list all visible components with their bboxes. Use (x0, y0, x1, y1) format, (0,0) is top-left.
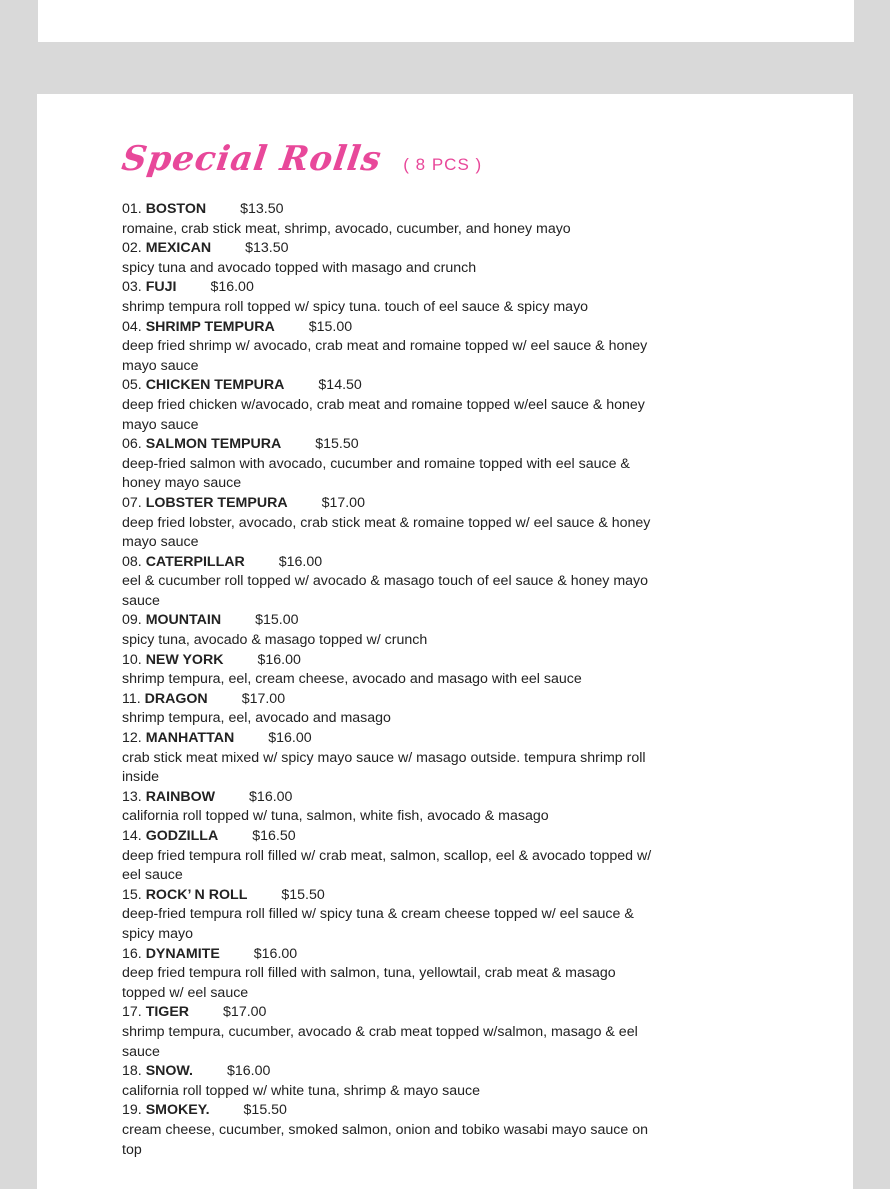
menu-item (122, 690, 652, 729)
menu-item-price: $16.00 (226, 1063, 271, 1080)
menu-item-price: $14.50 (318, 377, 362, 394)
menu-item-price: $16.50 (252, 828, 296, 844)
menu-item-header (122, 1003, 652, 1023)
menu-item (122, 1003, 652, 1062)
menu-item-price: $16.00 (278, 553, 323, 570)
menu-item-name: SHRIMP TEMPURA (145, 318, 275, 335)
menu-item-price: $17.00 (241, 690, 286, 707)
menu-item-price: $16.00 (268, 730, 312, 747)
menu-item-name: FUJI (145, 279, 177, 296)
menu-item-description: shrimp tempura, eel, avocado and masago (122, 710, 391, 727)
menu-item-number: 12. (122, 730, 142, 747)
section-heading (119, 139, 652, 198)
menu-item (122, 200, 652, 239)
menu-item-header (122, 611, 652, 631)
menu-item-price: $15.00 (255, 612, 299, 629)
menu-item-price: $15.50 (243, 1102, 287, 1119)
menu-item-price: $16.00 (257, 651, 301, 668)
menu-item (122, 278, 652, 317)
menu-item-number: 05. (122, 377, 142, 394)
menu-item (122, 651, 652, 690)
menu-item-name: GODZILLA (145, 828, 219, 844)
menu-item-description: spicy tuna, avocado & masago topped w/ crunch (122, 632, 428, 649)
menu-item-description: california roll topped w/ white tuna, shrimp & mayo sauce (122, 1082, 481, 1099)
menu-item-name: DYNAMITE (145, 945, 220, 962)
menu-item (122, 1101, 652, 1160)
menu-item (122, 1062, 652, 1101)
menu-item-name: MEXICAN (145, 240, 212, 257)
menu-item-description: deep fried tempura roll filled w/ crab meat, salmon, scallop, eel & avocado topped w/ eel sauce (122, 847, 652, 884)
previous-page-card (38, 0, 854, 42)
menu-item-header (122, 553, 652, 573)
menu-item-number: 19. (122, 1102, 142, 1119)
menu-item-name: SMOKEY. (145, 1102, 210, 1119)
menu-item-header (122, 1101, 652, 1121)
menu-item-name: NEW YORK (145, 651, 224, 668)
menu-item-description: eel & cucumber roll topped w/ avocado & masago touch of eel sauce & honey mayo sauce (122, 573, 649, 609)
menu-item-header (122, 651, 652, 671)
menu-item-name: MANHATTAN (145, 730, 235, 747)
menu-item-number: 06. (122, 436, 142, 453)
menu-item (122, 886, 652, 945)
menu-item (122, 318, 652, 377)
menu-item-price: $16.00 (253, 945, 298, 962)
menu-item-description: shrimp tempura, eel, cream cheese, avocado and masago with eel sauce (122, 671, 582, 688)
menu-item (122, 553, 652, 612)
menu-item-name: SNOW. (145, 1063, 193, 1080)
menu-item-price: $16.00 (249, 788, 293, 805)
menu-item-name: LOBSTER TEMPURA (145, 494, 288, 511)
menu-item-name: CATERPILLAR (145, 553, 245, 570)
menu-item (122, 376, 652, 435)
menu-item-number: 09. (122, 612, 142, 629)
menu-item-name: CHICKEN TEMPURA (145, 377, 285, 394)
menu-item-description: crab stick meat mixed w/ spicy mayo sauce w/ masago outside. tempura shrimp roll inside (122, 749, 646, 786)
menu-item-list (122, 200, 652, 1160)
menu-item-header (122, 886, 652, 906)
menu-item-name: SALMON TEMPURA (145, 436, 282, 453)
menu-item-name: RAINBOW (145, 788, 216, 805)
menu-item-description: deep fried shrimp w/ avocado, crab meat and romaine topped w/ eel sauce & honey mayo sauce (122, 338, 648, 374)
menu-item-price: $15.00 (308, 318, 353, 335)
menu-item-description: deep fried chicken w/avocado, crab meat and romaine topped w/eel sauce & honey mayo sauce (122, 396, 645, 433)
menu-item-price: $13.50 (245, 240, 289, 257)
menu-item-header (122, 435, 652, 455)
menu-item-description: deep fried tempura roll filled with salmon, tuna, yellowtail, crab meat & masago topped w/ eel sauce (122, 965, 616, 1001)
menu-item-name: MOUNTAIN (145, 612, 222, 629)
menu-item-price: $15.50 (281, 886, 325, 903)
menu-item-number: 18. (122, 1063, 142, 1080)
menu-item-description: deep-fried salmon with avocado, cucumber and romaine topped with eel sauce & honey mayo sauce (122, 455, 630, 492)
menu-item (122, 494, 652, 553)
menu-item-header (122, 690, 652, 710)
menu-item-number: 11. (122, 690, 141, 707)
menu-item-header (122, 494, 652, 514)
menu-item-header (122, 318, 652, 338)
menu-item-header (122, 278, 652, 298)
menu-item-number: 01. (122, 201, 142, 217)
menu-item (122, 611, 652, 650)
menu-item-price: $13.50 (240, 201, 284, 217)
menu-item (122, 827, 652, 886)
menu-item-description: romaine, crab stick meat, shrimp, avocado, cucumber, and honey mayo (122, 220, 571, 237)
menu-item-number: 17. (122, 1004, 142, 1021)
menu-item-header (122, 239, 652, 259)
menu-item (122, 945, 652, 1004)
menu-item-number: 14. (122, 828, 142, 844)
menu-item-number: 04. (122, 318, 142, 335)
menu-item-price: $17.00 (321, 494, 365, 511)
menu-item-number: 02. (122, 240, 142, 257)
menu-item-name: ROCK’ N ROLL (145, 886, 248, 903)
menu-item-number: 08. (122, 553, 142, 570)
menu-item-description: shrimp tempura roll topped w/ spicy tuna. touch of eel sauce & spicy mayo (122, 298, 589, 315)
menu-item (122, 729, 652, 788)
menu-item-header (122, 200, 652, 220)
menu-item-header (122, 376, 652, 396)
menu-item-header (122, 729, 652, 749)
menu-item-number: 10. (122, 651, 142, 668)
menu-item-name: DRAGON (144, 690, 208, 707)
menu-item (122, 788, 652, 827)
menu-item-price: $17.00 (223, 1004, 267, 1021)
menu-item-name: TIGER (145, 1004, 190, 1021)
menu-section (119, 139, 652, 1160)
section-title: Special Rolls (119, 139, 385, 179)
menu-item (122, 239, 652, 278)
menu-item-description: deep fried lobster, avocado, crab stick meat & romaine topped w/ eel sauce & honey mayo sauce (122, 514, 651, 551)
menu-item-name: BOSTON (145, 201, 207, 217)
menu-item-price: $15.50 (315, 436, 359, 453)
menu-item-number: 16. (122, 945, 142, 962)
menu-item-description: california roll topped w/ tuna, salmon, white fish, avocado & masago (122, 808, 549, 825)
menu-item-number: 07. (122, 494, 142, 511)
menu-item-number: 15. (122, 886, 142, 903)
menu-item-number: 03. (122, 279, 142, 296)
menu-item-description: cream cheese, cucumber, smoked salmon, onion and tobiko wasabi mayo sauce on top (122, 1121, 649, 1158)
menu-item-description: deep-fried tempura roll filled w/ spicy tuna & cream cheese topped w/ eel sauce & spicy mayo (122, 906, 634, 942)
menu-card (37, 94, 853, 1189)
menu-item-number: 13. (122, 788, 142, 805)
menu-item-description: spicy tuna and avocado topped with masago and crunch (122, 259, 477, 276)
menu-item-price: $16.00 (210, 279, 254, 296)
menu-item-header (122, 788, 652, 808)
menu-item (122, 435, 652, 494)
menu-item-header (122, 945, 652, 965)
menu-item-header (122, 1062, 652, 1082)
menu-item-header (122, 827, 652, 847)
section-subtitle: ( 8 PCS ) (403, 155, 483, 174)
menu-item-description: shrimp tempura, cucumber, avocado & crab meat topped w/salmon, masago & eel sauce (122, 1023, 638, 1060)
